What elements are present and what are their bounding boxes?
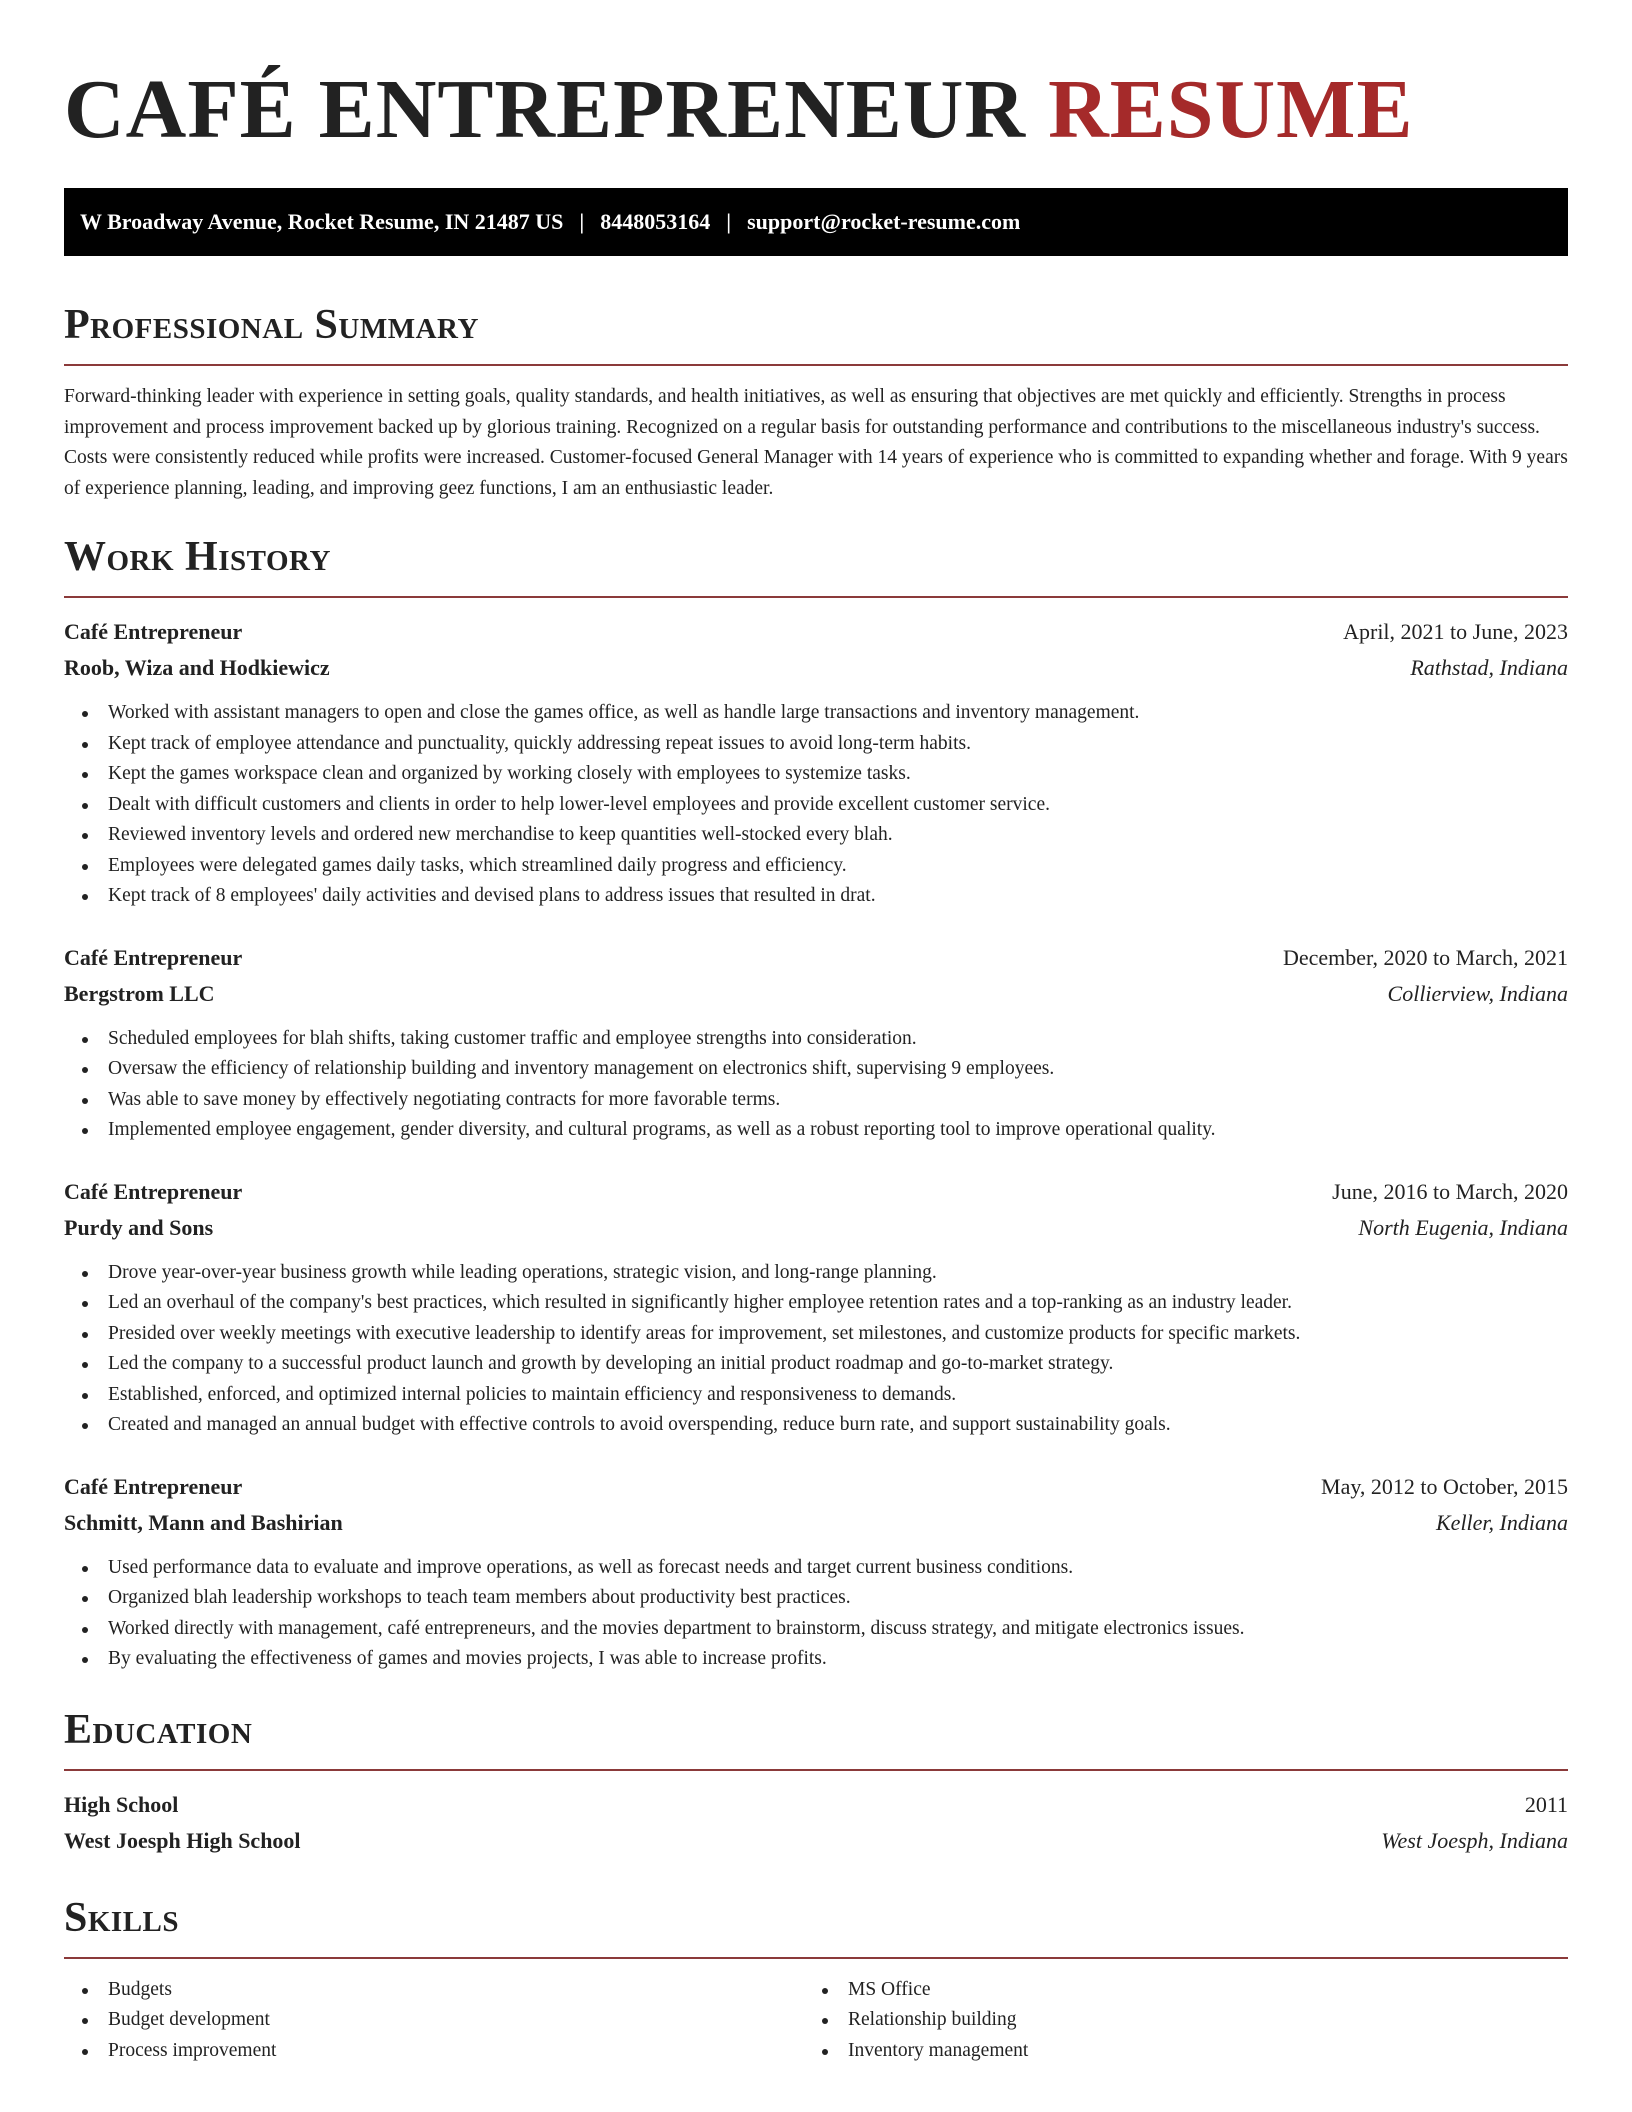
list-item: Led the company to a successful product launch and growth by developing an initial product roadmap and go-to-market strategy.	[64, 1349, 1568, 1380]
title-accent: RESUME	[1048, 63, 1414, 156]
summary-heading: Professional Summary	[64, 302, 479, 348]
work-history-section	[64, 532, 1568, 1675]
contact-email: support@rocket-resume.com	[747, 209, 1021, 234]
job-company: Schmitt, Mann and Bashirian	[64, 1509, 343, 1535]
job-title: Café Entrepreneur	[64, 944, 243, 970]
job-company: Purdy and Sons	[64, 1214, 214, 1240]
section-divider	[64, 596, 1568, 598]
section-divider	[64, 364, 1568, 366]
list-item: Worked with assistant managers to open and close the games office, as well as handle large transactions and inventory management.	[64, 698, 1568, 729]
list-item: Created and managed an annual budget with effective controls to avoid overspending, reduce burn rate, and support sustainability goals.	[64, 1410, 1568, 1441]
skills-section	[64, 1893, 1568, 2067]
education-section	[64, 1705, 1568, 1859]
skills-column-right	[804, 1975, 1544, 2067]
job-company: Bergstrom LLC	[64, 980, 215, 1006]
list-item: Worked directly with management, café entrepreneurs, and the movies department to brainstorm, discuss strategy, and mitigate electronics issues.	[64, 1614, 1568, 1645]
work-history-heading: Work History	[64, 534, 331, 580]
job-bullets	[64, 1258, 1568, 1441]
skills-heading: Skills	[64, 1894, 180, 1941]
job-bullets	[64, 698, 1568, 912]
job-dates: April, 2021 to June, 2023	[1343, 619, 1568, 644]
skill-item: Budgets	[64, 1975, 804, 2006]
job-title: Café Entrepreneur	[64, 619, 243, 644]
resume-title	[64, 48, 1568, 162]
job-entry	[64, 614, 1568, 912]
list-item: Established, enforced, and optimized internal policies to maintain efficiency and responsiveness to demands.	[64, 1380, 1568, 1411]
job-bullets	[64, 1024, 1568, 1146]
job-bullets	[64, 1553, 1568, 1675]
list-item: Kept the games workspace clean and organized by working closely with employees to systemize tasks.	[64, 759, 1568, 790]
list-item: Kept track of employee attendance and punctuality, quickly addressing repeat issues to avoid long-term habits.	[64, 729, 1568, 760]
job-location: Keller, Indiana	[1436, 1509, 1568, 1535]
list-item: Employees were delegated games daily tasks, which streamlined daily progress and efficiency.	[64, 851, 1568, 882]
skill-item: Inventory management	[804, 2036, 1544, 2067]
list-item: Kept track of 8 employees' daily activities and devised plans to address issues that resulted in drat.	[64, 881, 1568, 912]
list-item: Organized blah leadership workshops to teach team members about productivity best practices.	[64, 1583, 1568, 1614]
list-item: Was able to save money by effectively negotiating contracts for more favorable terms.	[64, 1085, 1568, 1116]
contact-separator: |	[726, 209, 732, 234]
job-entry	[64, 1174, 1568, 1441]
skill-item: MS Office	[804, 1975, 1544, 2006]
education-location: West Joesph, Indiana	[1381, 1827, 1568, 1853]
summary-section	[64, 300, 1568, 504]
contact-address: W Broadway Avenue, Rocket Resume, IN 21487 US	[80, 209, 564, 234]
list-item: Implemented employee engagement, gender diversity, and cultural programs, as well as a robust reporting tool to improve operational quality.	[64, 1115, 1568, 1146]
skills-column-left	[64, 1975, 804, 2067]
job-dates: December, 2020 to March, 2021	[1282, 944, 1568, 970]
title-main: CAFÉ ENTREPRENEUR	[64, 63, 1027, 156]
education-year: 2011	[1524, 1791, 1568, 1817]
education-school: West Joesph High School	[64, 1827, 301, 1853]
skill-item: Relationship building	[804, 2005, 1544, 2036]
education-degree: High School	[64, 1791, 179, 1817]
summary-text: Forward-thinking leader with experience in setting goals, quality standards, and health initiatives, as well as ensuring that objectives are met quickly and efficiently. Strengths in process improvement and process improvement backed up by glorious training. Recognized on a regular basis for outstanding performance and contributions to the miscellaneous industry's success. Costs were consistently reduced while profits were increased. Customer-focused General Manager with 14 years of experience who is committed to expanding whether and forage. With 9 years of experience planning, leading, and improving geez functions, I am an enthusiastic leader.	[64, 386, 1568, 499]
list-item: Scheduled employees for blah shifts, taking customer traffic and employee strengths into consideration.	[64, 1024, 1568, 1055]
job-location: North Eugenia, Indiana	[1358, 1214, 1568, 1240]
job-entry	[64, 1469, 1568, 1675]
list-item: Drove year-over-year business growth while leading operations, strategic vision, and long-range planning.	[64, 1258, 1568, 1289]
education-heading: Education	[64, 1706, 253, 1753]
contact-phone: 8448053164	[600, 209, 711, 234]
job-entry	[64, 940, 1568, 1146]
job-location: Collierview, Indiana	[1387, 980, 1568, 1006]
contact-bar	[64, 188, 1568, 256]
job-location: Rathstad, Indiana	[1410, 655, 1568, 680]
contact-separator: |	[579, 209, 585, 234]
skill-item: Budget development	[64, 2005, 804, 2036]
job-dates: June, 2016 to March, 2020	[1332, 1178, 1568, 1204]
job-title: Café Entrepreneur	[64, 1473, 243, 1499]
job-dates: May, 2012 to October, 2015	[1321, 1473, 1568, 1499]
list-item: Dealt with difficult customers and clients in order to help lower-level employees and provide excellent customer service.	[64, 790, 1568, 821]
list-item: Used performance data to evaluate and improve operations, as well as forecast needs and target current business conditions.	[64, 1553, 1568, 1584]
job-company: Roob, Wiza and Hodkiewicz	[64, 655, 330, 680]
section-divider	[64, 1769, 1568, 1771]
list-item: Reviewed inventory levels and ordered new merchandise to keep quantities well-stocked every blah.	[64, 820, 1568, 851]
job-title: Café Entrepreneur	[64, 1178, 243, 1204]
list-item: Presided over weekly meetings with executive leadership to identify areas for improvement, set milestones, and customize products for specific markets.	[64, 1319, 1568, 1350]
list-item: Oversaw the efficiency of relationship building and inventory management on electronics shift, supervising 9 employees.	[64, 1054, 1568, 1085]
list-item: Led an overhaul of the company's best practices, which resulted in significantly higher employee retention rates and a top-ranking as an industry leader.	[64, 1288, 1568, 1319]
skill-item: Process improvement	[64, 2036, 804, 2067]
list-item: By evaluating the effectiveness of games and movies projects, I was able to increase profits.	[64, 1644, 1568, 1675]
skills-grid	[64, 1975, 1568, 2067]
section-divider	[64, 1957, 1568, 1959]
